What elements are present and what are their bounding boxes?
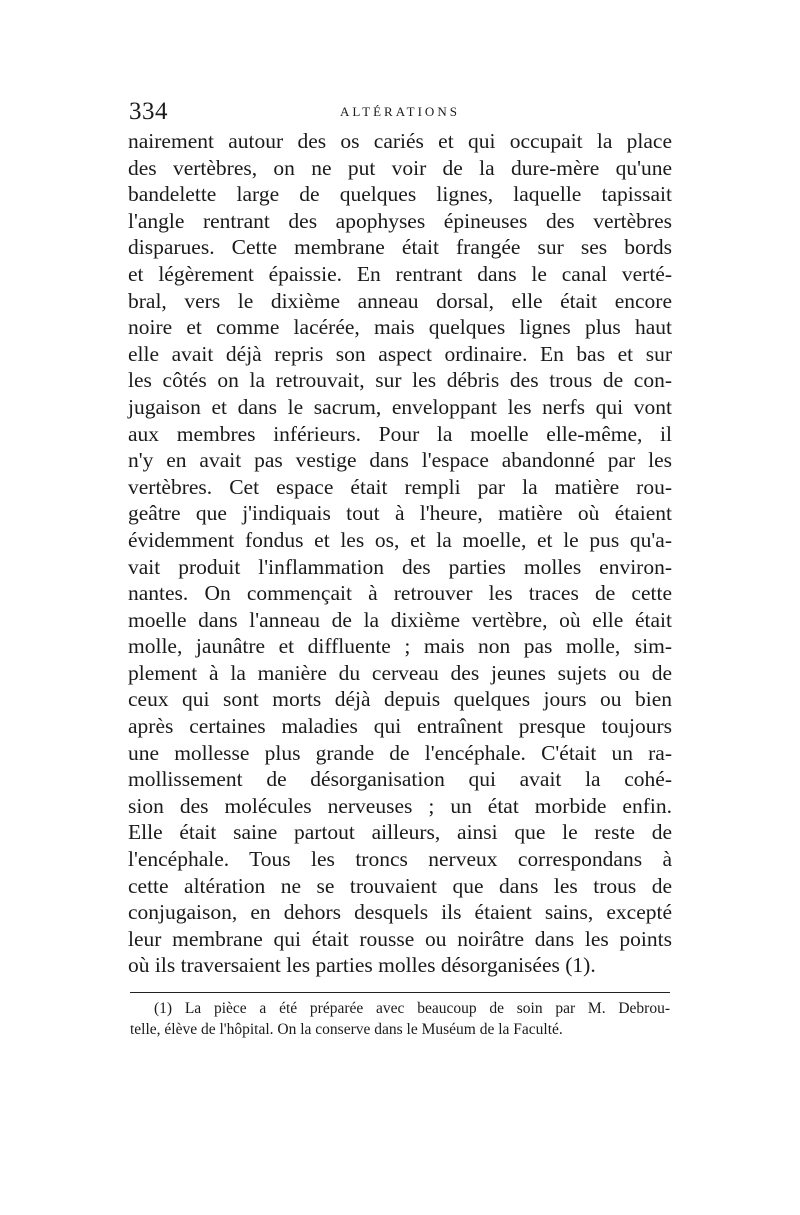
text-line: plement à la manière du cerveau des jeunes sujets ou de — [128, 660, 672, 685]
text-line: Elle était saine partout ailleurs, ainsi que le reste de — [128, 820, 672, 845]
text-line: l'encéphale. Tous les troncs nerveux correspondans à — [128, 847, 672, 872]
text-line: cette altération ne se trouvaient que dans les trous de — [128, 873, 672, 898]
text-line: leur membrane qui était rousse ou noirâtre dans les points — [128, 926, 672, 951]
text-line: une mollesse plus grande de l'encéphale. C'était un ra- — [128, 740, 672, 765]
text-line: vertèbres. Cet espace était rempli par la matière rou- — [128, 474, 672, 499]
text-line: bral, vers le dixième anneau dorsal, elle était encore — [128, 288, 672, 313]
page-number: 334 — [129, 98, 168, 125]
text-line: conjugaison, en dehors desquels ils étaient sains, excepté — [128, 900, 672, 925]
footnote-line: (1) La pièce a été préparée avec beaucoup de soin par M. Debrou- — [154, 1000, 670, 1017]
text-line: et légèrement épaissie. En rentrant dans le canal verté- — [128, 261, 672, 286]
text-line: nairement autour des os cariés et qui occupait la place — [128, 129, 672, 153]
text-line: nantes. On commençait à retrouver les traces de cette — [128, 581, 672, 606]
text-line: ceux qui sont morts déjà depuis quelques jours ou bien — [128, 687, 672, 712]
text-line: aux membres inférieurs. Pour la moelle elle-même, il — [128, 421, 672, 446]
text-line: n'y en avait pas vestige dans l'espace abandonné par les — [128, 448, 672, 473]
running-head — [125, 96, 675, 130]
text-line: jugaison et dans le sacrum, enveloppant les nerfs qui vont — [128, 394, 672, 419]
text-line: mollissement de désorganisation qui avait la cohé- — [128, 767, 672, 792]
footnote-rule — [130, 992, 670, 993]
footnote-line: telle, élève de l'hôpital. On la conserve dans le Muséum de la Faculté. — [130, 1021, 563, 1038]
text-line: disparues. Cette membrane était frangée sur ses bords — [128, 235, 672, 260]
running-title: ALTÉRATIONS — [340, 104, 460, 119]
text-line: où ils traversaient les parties molles désorganisées (1). — [128, 953, 596, 978]
text-line: après certaines maladies qui entraînent presque toujours — [128, 714, 672, 739]
text-line: geâtre que j'indiquais tout à l'heure, matière où étaient — [128, 501, 672, 526]
text-line: vait produit l'inflammation des parties molles environ- — [128, 554, 672, 579]
text-line: des vertèbres, on ne put voir de la dure-mère qu'une — [128, 155, 672, 180]
text-line: bandelette large de quelques lignes, laquelle tapissait — [128, 182, 672, 207]
text-line: sion des molécules nerveuses ; un état morbide enfin. — [128, 793, 672, 818]
text-line: molle, jaunâtre et diffluente ; mais non pas molle, sim- — [128, 634, 672, 659]
text-line: les côtés on la retrouvait, sur les débris des trous de con- — [128, 368, 672, 393]
text-line: l'angle rentrant des apophyses épineuses des vertèbres — [128, 208, 672, 233]
text-line: évidemment fondus et les os, et la moelle, et le pus qu'a- — [128, 527, 672, 552]
text-line: moelle dans l'anneau de la dixième vertèbre, où elle était — [128, 607, 672, 632]
body-text — [128, 128, 672, 979]
text-line: elle avait déjà repris son aspect ordinaire. En bas et sur — [128, 341, 672, 366]
text-line: noire et comme lacérée, mais quelques lignes plus haut — [128, 315, 672, 340]
footnote — [130, 998, 670, 1040]
